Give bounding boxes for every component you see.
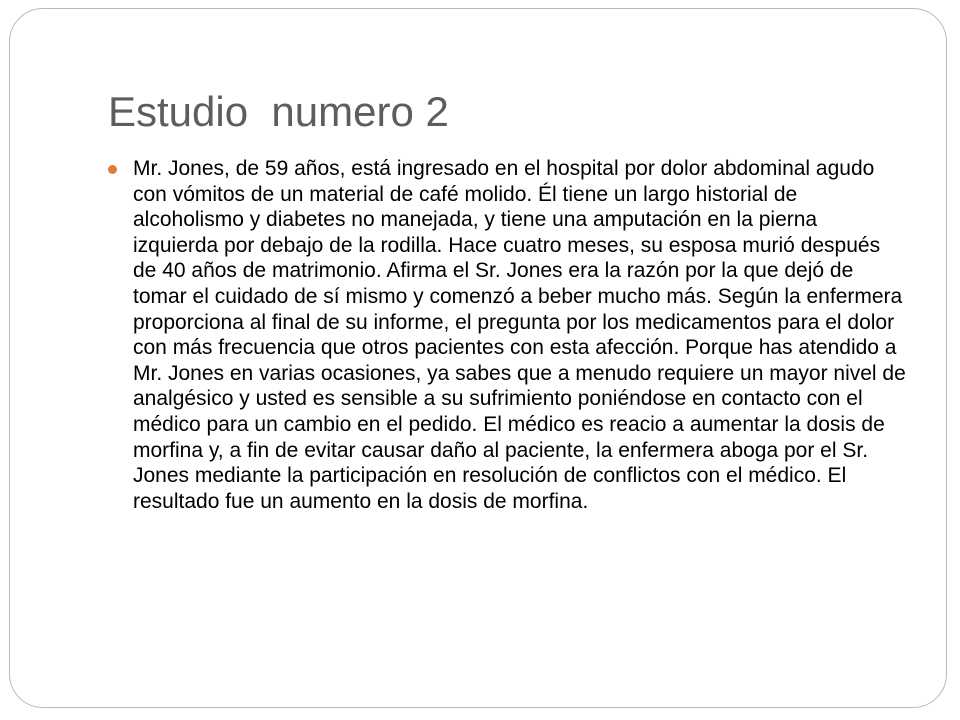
bullet-dot-icon xyxy=(108,165,117,174)
slide-title: Estudio numero 2 xyxy=(108,88,449,135)
bullet-text: Mr. Jones, de 59 años, está ingresado en el hospital por dolor abdominal agudo con vómitos de un material de café molido. Él tiene un largo historial de alcoholismo y diabetes no manejada, y tiene una amputación en la pierna izquierda por debajo de la rodilla. Hace cuatro meses, su esposa murió después de 40 años de matrimonio. Afirma el Sr. Jones era la razón por la que dejó de tomar el cuidado de sí mismo y comenzó a beber mucho más. Según la enfermera proporciona al final de su informe, el pregunta por los medicamentos para el dolor con más frecuencia que otros pacientes con esta afección. Porque has atendido a Mr. Jones en varias ocasiones, ya sabes que a menudo requiere un mayor nivel de analgésico y usted es sensible a su sufrimiento poniéndose en contacto con el médico para un cambio en el pedido. El médico es reacio a aumentar la dosis de morfina y, a fin de evitar causar daño al paciente, la enfermera aboga por el Sr. Jones mediante la participación en resolución de conflictos con el médico. El resultado fue un aumento en la dosis de morfina. xyxy=(133,157,906,513)
list-item xyxy=(108,156,908,514)
bullet-list xyxy=(108,156,908,514)
